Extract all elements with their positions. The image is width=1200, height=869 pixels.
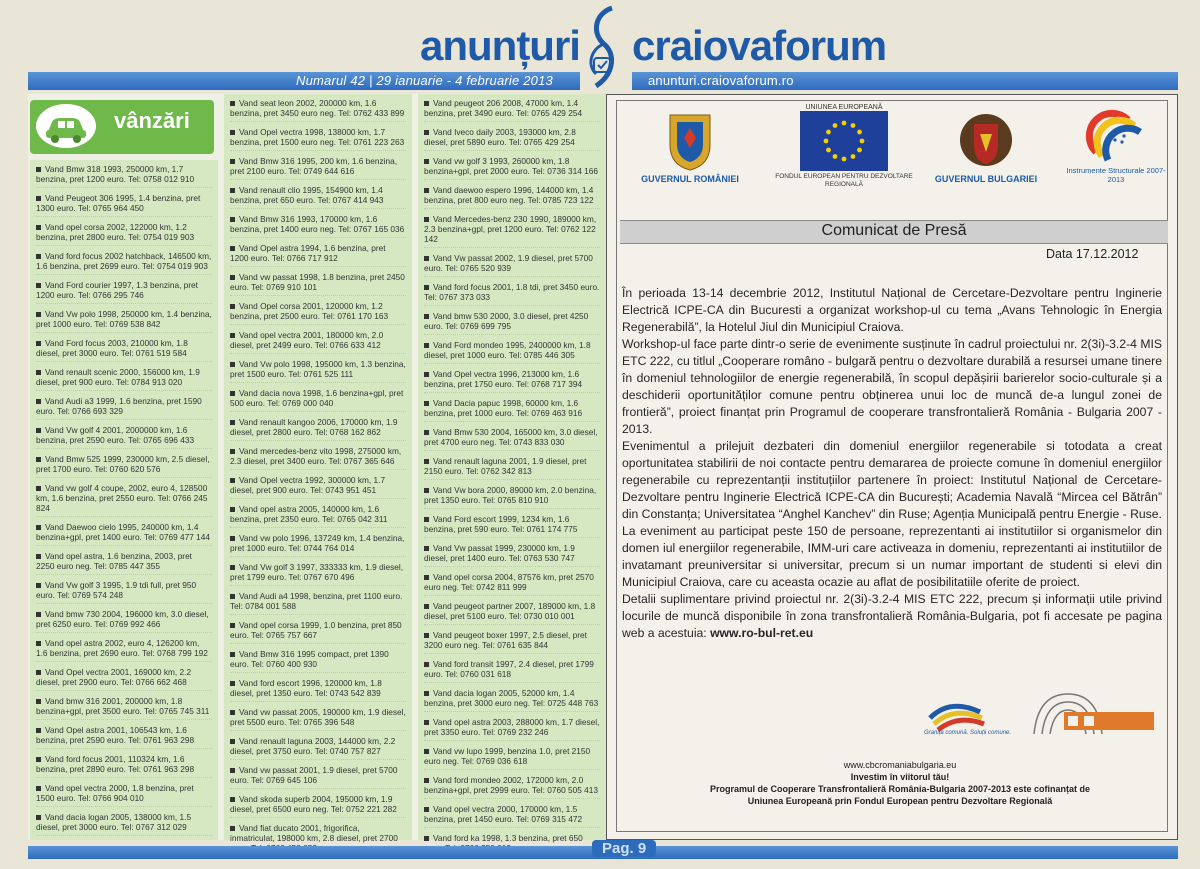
ad-listing (424, 311, 600, 335)
ad-text: Vand Mercedes-benz 230 1990, 189000 km, 2.3 benzina+gpl, pret 1200 euro. Tel: 0762 122 142 (424, 214, 597, 244)
bullet-icon (36, 486, 41, 491)
ad-listing (36, 309, 212, 333)
page-header (0, 0, 1200, 96)
bullet-icon (230, 246, 235, 251)
ad-listing (230, 562, 406, 586)
bullet-icon (424, 807, 429, 812)
bullet-icon (230, 420, 235, 425)
ad-listing (230, 649, 406, 673)
ad-listing (36, 164, 212, 188)
ad-text: Vand dacia nova 1998, 1.6 benzina+gpl, pret 500 euro. Tel: 0769 000 040 (230, 388, 404, 408)
ad-listing (36, 454, 212, 478)
bullet-icon (424, 159, 429, 164)
ad-text: Vand renault scenic 2000, 156000 km, 1.9 diesel, pret 900 euro. Tel: 0784 913 020 (36, 367, 200, 387)
bullet-icon (230, 101, 235, 106)
ad-listing (230, 98, 406, 122)
ad-listing (230, 736, 406, 760)
ad-listing (424, 214, 600, 248)
ad-listing (424, 804, 600, 828)
ad-listing (230, 446, 406, 470)
ad-text: Vand mercedes-benz vito 1998, 275000 km, 2.3 diesel, pret 3400 euro. Tel: 0767 365 646 (230, 446, 402, 466)
ad-text: Vand Opel vectra 1992, 300000 km, 1.7 diesel, pret 900 euro. Tel: 0743 951 451 (230, 475, 386, 495)
ad-text: Vand Daewoo cielo 1995, 240000 km, 1.4 benzina+gpl, pret 1400 euro. Tel: 0769 477 144 (36, 522, 210, 542)
ad-listing (36, 396, 212, 420)
ad-text: Vand Opel vectra 1998, 138000 km, 1.7 benzina, pret 1500 euro neg. Tel: 0761 223 263 (230, 127, 405, 147)
ad-listing (424, 746, 600, 770)
bullet-icon (230, 507, 235, 512)
ad-listing (36, 812, 212, 836)
ad-text: Vand ford focus 2001, 1.8 tdi, pret 3450 euro. Tel: 0767 373 033 (424, 282, 600, 302)
ad-listing (424, 282, 600, 306)
bullet-icon (230, 623, 235, 628)
ad-text: Vand renault kangoo 2006, 170000 km, 1.9 diesel, pret 2800 euro. Tel: 0768 162 862 (230, 417, 398, 437)
ad-listing (424, 398, 600, 422)
bullet-icon (230, 536, 235, 541)
ad-listing (424, 427, 600, 451)
bullet-icon (230, 565, 235, 570)
bullet-icon (424, 459, 429, 464)
ad-listing (36, 638, 212, 662)
ad-text: Vand renault laguna 2001, 1.9 diesel, pret 2150 euro. Tel: 0762 342 813 (424, 456, 587, 476)
ad-text: Vand fiat ducato 2001, frigorifica, inmatriculat, 198000 km, 2.8 diesel, pret 2700 (230, 823, 398, 843)
ad-listing (230, 475, 406, 499)
partner-logo-caption: Granița comună. Soluții comune. (924, 730, 1012, 736)
bulgaria-coat-of-arms-icon (956, 110, 1016, 172)
bullet-icon (424, 749, 429, 754)
ad-text: Vand dacia logan 2005, 52000 km, 1.4 benzina, pret 3000 euro neg. Tel: 0725 448 763 (424, 688, 599, 708)
bullet-icon (424, 256, 429, 261)
brand-craiovaforum: craiovaforum (632, 22, 887, 69)
ad-text: Vand vw golf 3 1993, 260000 km, 1.8 benzina+gpl, pret 2000 euro. Tel: 0736 314 166 (424, 156, 598, 176)
bullet-icon (36, 457, 41, 462)
ad-listing (36, 754, 212, 778)
ad-listing (230, 330, 406, 354)
ad-listing (36, 338, 212, 362)
bullet-icon (424, 314, 429, 319)
ad-listing (230, 707, 406, 731)
bullet-icon (36, 167, 41, 172)
ad-text: Vand Audi a3 1999, 1.6 benzina, pret 1590 euro. Tel: 0766 693 329 (36, 396, 202, 416)
ads-column-3 (418, 94, 606, 843)
ad-listing (424, 514, 600, 538)
romania-coat-of-arms-icon (665, 110, 715, 172)
ad-listing (36, 696, 212, 720)
brand-anunturi: anunțuri (420, 22, 580, 69)
ad-text: Vand ford mondeo 2002, 172000 km, 2.0 benzina+gpl, pret 2999 euro. Tel: 0760 505 413 (424, 775, 598, 795)
bullet-icon (424, 720, 429, 725)
ad-text: Vand Vw golf 4 2001, 2000000 km, 1.6 benzina, pret 2590 euro. Tel: 0765 696 433 (36, 425, 195, 445)
ad-text: Vand Bmw 316 1995 compact, pret 1390 euro. Tel: 0760 400 930 (230, 649, 389, 669)
bullet-icon (424, 101, 429, 106)
bullet-icon (424, 401, 429, 406)
bullet-icon (36, 312, 41, 317)
partner-logos (920, 688, 1160, 742)
bullet-icon (36, 399, 41, 404)
ad-listing (230, 272, 406, 296)
ad-text: Vand opel corsa 2004, 87576 km, pret 2570 euro neg. Tel: 0742 811 999 (424, 572, 594, 592)
ad-text: Vand daewoo espero 1996, 144000 km, 1.4 benzina, pret 800 euro neg. Tel: 0785 723 122 (424, 185, 594, 205)
ad-text: Vand renault clio 1995, 154900 km, 1.4 benzina, pret 650 euro. Tel: 0767 414 943 (230, 185, 384, 205)
ad-text: Vand Ford mondeo 1995, 2400000 km, 1.8 diesel, pret 1000 euro. Tel: 0785 446 305 (424, 340, 591, 360)
ad-text: Vand ford ka 1998, 1.3 benzina, pret 650 (433, 833, 583, 843)
bullet-icon (230, 362, 235, 367)
bullet-icon (230, 594, 235, 599)
ad-text: Vand Vw golf 3 1997, 333333 km, 1.9 diesel, pret 1799 euro. Tel: 0767 670 496 (230, 562, 404, 582)
bullet-icon (424, 188, 429, 193)
ad-listing (230, 620, 406, 644)
ad-text: Vand Dacia papuc 1998, 60000 km, 1.6 benzina, pret 1000 euro. Tel: 0769 463 916 (424, 398, 583, 418)
instr-caption: Instrumente Structurale 2007-2013 (1066, 166, 1166, 184)
ad-listing (424, 185, 600, 209)
ad-text: Vand bmw 730 2004, 196000 km, 3.0 diesel, pret 6250 euro. Tel: 0769 992 466 (36, 609, 209, 629)
ad-listing (230, 765, 406, 789)
ad-text: Vand dacia logan 2005, 138000 km, 1.5 diesel, pret 3000 euro. Tel: 0767 312 029 (36, 812, 192, 832)
ad-text: Vand Vw bora 2000, 89000 km, 2.0 benzina, pret 1350 euro. Tel: 0765 810 910 (424, 485, 597, 505)
ad-text: Vand Bmw 316 1995, 200 km, 1.6 benzina, pret 2100 euro. Tel: 0749 644 616 (230, 156, 398, 176)
ad-text: Vand seat leon 2002, 200000 km, 1.6 benzina, pret 3450 euro neg. Tel: 0762 433 899 (230, 98, 405, 118)
gov-ro-caption: GUVERNUL ROMÂNIEI (641, 174, 739, 184)
ad-text: Vand Opel astra 2001, 106543 km, 1.6 benzina, pret 2590 euro. Tel: 0761 963 298 (36, 725, 195, 745)
ad-text: Vand Bmw 318 1993, 250000 km, 1.7 benzina, pret 1200 euro. Tel: 0758 012 910 (36, 164, 195, 184)
bullet-icon (36, 641, 41, 646)
ad-text: Vand Bmw 525 1999, 230000 km, 2.5 diesel, pret 1700 euro. Tel: 0760 620 576 (36, 454, 210, 474)
ad-listing (36, 222, 212, 246)
ad-listing (424, 369, 600, 393)
ad-text: Vand Opel astra 1994, 1.6 benzina, pret 1200 euro. Tel: 0766 717 912 (230, 243, 386, 263)
eu-logo (774, 104, 914, 189)
press-body (622, 285, 1162, 642)
project-url-link[interactable]: www.ro-bul-ret.eu (710, 626, 814, 640)
ad-listing (424, 127, 600, 151)
sponsor-logos (630, 104, 1170, 214)
ad-text: Vand Vw passat 1999, 230000 km, 1.9 diesel, pret 1400 euro. Tel: 0763 530 747 (424, 543, 575, 563)
ad-text: Vand Vw polo 1998, 195000 km, 1.3 benzina, pret 1500 euro. Tel: 0761 525 111 (230, 359, 406, 379)
ad-text: Vand peugeot partner 2007, 189000 km, 1.8 diesel, pret 5100 euro. Tel: 0730 010 001 (424, 601, 596, 621)
bullet-icon (230, 826, 235, 831)
ads-column-1 (30, 160, 218, 840)
ad-listing (36, 367, 212, 391)
bullet-icon (424, 662, 429, 667)
ad-text: Vand Audi a4 1998, benzina, pret 1100 euro. Tel: 0784 001 588 (230, 591, 403, 611)
bullet-icon (230, 768, 235, 773)
bullet-icon (36, 699, 41, 704)
bullet-icon (36, 370, 41, 375)
bullet-icon (230, 710, 235, 715)
ad-text: Vand ford focus 2002 hatchback, 146500 km, 1.6 benzina, pret 2699 euro. Tel: 0754 019 903 (36, 251, 212, 271)
ad-listing (424, 156, 600, 180)
structural-instruments-icon (1088, 112, 1144, 164)
ad-listing (36, 609, 212, 633)
ad-listing (36, 725, 212, 749)
ad-listing (36, 193, 212, 217)
ad-text: Vand vw passat 2005, 190000 km, 1.9 diesel, pret 5500 euro. Tel: 0765 396 548 (230, 707, 406, 727)
bullet-icon (230, 217, 235, 222)
ad-listing (424, 543, 600, 567)
ad-listing (424, 717, 600, 741)
ad-text: Vand opel corsa 1999, 1.0 benzina, pret 850 euro. Tel: 0765 757 667 (230, 620, 402, 640)
ad-text: Vand Iveco daily 2003, 193000 km, 2.8 diesel, pret 5890 euro. Tel: 0765 429 254 (424, 127, 576, 147)
issue-info: Numarul 42 | 29 ianuarie - 4 februarie 2013 (296, 73, 553, 88)
ad-text: Vand Vw golf 3 1995, 1.9 tdi full, pret 950 euro. Tel: 0769 574 248 (36, 580, 197, 600)
bullet-icon (36, 341, 41, 346)
ad-text: Vand renault laguna 2003, 144000 km, 2.2 diesel, pret 3750 euro. Tel: 0740 757 827 (230, 736, 396, 756)
bullet-icon (230, 739, 235, 744)
ads-column-2 (224, 94, 412, 843)
bullet-icon (424, 285, 429, 290)
ad-listing (424, 485, 600, 509)
program-tagline: Investim în viitorul tău! (850, 772, 950, 782)
ad-text: Vand Opel corsa 2001, 120000 km, 1.2 benzina, pret 2500 euro. Tel: 0761 170 163 (230, 301, 389, 321)
gov-bg-logo (926, 110, 1046, 184)
bullet-icon (230, 159, 235, 164)
press-paragraph-5 (622, 591, 1162, 642)
eu-caption-bottom: FONDUL EUROPEAN PENTRU DEZVOLTARE REGIONALĂ (775, 173, 913, 188)
bullet-icon (36, 554, 41, 559)
ad-listing (424, 340, 600, 364)
icpe-ca-logo-icon (1028, 688, 1158, 738)
ad-text: Vand vw passat 2001, 1.9 diesel, pret 5700 euro. Tel: 0769 645 106 (230, 765, 398, 785)
ad-listing (230, 214, 406, 238)
ad-text: Vand peugeot 206 2008, 47000 km, 1.4 benzina, pret 3490 euro. Tel: 0765 429 254 (424, 98, 583, 118)
ad-text: Vand opel vectra 2000, 170000 km, 1.5 benzina, pret 1450 euro. Tel: 0769 315 472 (424, 804, 583, 824)
bullet-icon (36, 757, 41, 762)
ad-listing (424, 688, 600, 712)
ad-text: Vand ford transit 1997, 2.4 diesel, pret 1799 euro. Tel: 0760 031 618 (424, 659, 594, 679)
bullet-icon (230, 130, 235, 135)
ad-text: Vand opel astra 2002, euro 4, 126200 km, 1.6 benzina, pret 2690 euro. Tel: 0768 799 192 (36, 638, 208, 658)
bullet-icon (36, 283, 41, 288)
car-icon (36, 104, 96, 148)
ad-listing (230, 504, 406, 528)
bullet-icon (36, 670, 41, 675)
ad-listing (230, 388, 406, 412)
bullet-icon (36, 786, 41, 791)
bullet-icon (424, 372, 429, 377)
ad-text: Vand vw lupo 1999, benzina 1.0, pret 2150 euro neg. Tel: 0769 036 618 (424, 746, 591, 766)
bullet-icon (36, 612, 41, 617)
bullet-icon (424, 130, 429, 135)
ad-text: Vand opel astra, 1.6 benzina, 2003, pret 2250 euro neg. Tel: 0785 447 355 (36, 551, 192, 571)
ad-listing (230, 127, 406, 151)
ad-text: Vand opel corsa 2002, 122000 km, 1.2 benzina, pret 2800 euro. Tel: 0754 019 903 (36, 222, 195, 242)
bullet-icon (36, 583, 41, 588)
bullet-icon (36, 428, 41, 433)
ad-text: Vand vw polo 1996, 137249 km, 1.4 benzina, pret 1000 euro. Tel: 0744 764 014 (230, 533, 405, 553)
press-paragraph-3: Evenimentul a prilejuit dezbateri din domeniul energiilor regenerabile si totodata a creat oportunitatea stabilirii de noi contacte pentru demararea de proiecte comune în domeniul energiilor regenerabile cu reprezentanții instituțiilor partenere în proiect: Institutul Național de Cercetare-Dezvoltare pentru Inginerie Electrică ICPE-CA din București; Academia Navală “Mircea cel Bătrân” din Constanța; Universitatea “Anghel Kanchev” din Ruse; Agenția Municipală pentru Energie - Ruse. (622, 439, 1162, 521)
ad-listing (36, 580, 212, 604)
bullet-icon (424, 778, 429, 783)
bullet-icon (230, 797, 235, 802)
craiovaforum-logo-icon (574, 4, 632, 92)
bullet-icon (230, 391, 235, 396)
ad-listing (424, 601, 600, 625)
press-paragraph-1: În perioada 13-14 decembrie 2012, Institutul Național de Cercetare-Dezvoltare pentru Inginerie Electrică ICPE-CA din Bucuresti a organizat workshop-ul cu tema „Avans Tehnologic în Energia Regenerabilă”, la Hotelul Jiul din Municipiul Craiova. (622, 286, 1162, 334)
ad-text: Vand opel vectra 2000, 1.8 benzina, pret 1500 euro. Tel: 0766 904 010 (36, 783, 194, 803)
bullet-icon (36, 728, 41, 733)
funding-note (640, 759, 1160, 807)
bullet-icon (230, 304, 235, 309)
ad-listing (230, 185, 406, 209)
ad-text: Vand opel astra 2003, 288000 km, 1.7 diesel, pret 3350 euro. Tel: 0769 232 246 (424, 717, 600, 737)
ad-text: Vand Bmw 530 2004, 165000 km, 3.0 diesel, pret 4700 euro neg. Tel: 0743 833 030 (424, 427, 598, 447)
press-paragraph-2: Workshop-ul face parte dintr-o serie de evenimente susținute în cadrul proiectului nr. 2(3i)-3.2-4 MIS ETC 222, cu titlul „Cooperare româno - bulgară pentru o dezvoltare durabilă a resursei umane tinere în domeniul tehnologiilor de energie regenerabilă, în scopul depășirii barierelor socio-culturale și a deschiderii oportunităților comune pentru obținerea unui loc de muncă de-a lungul zonei de frontieră”, proiect finanțat prin Programul de cooperare transfrontalieră România - Bulgaria 2007 - 2013. (622, 337, 1162, 436)
bullet-icon (424, 836, 429, 841)
ad-listing (230, 156, 406, 180)
ad-listing (36, 280, 212, 304)
ad-text: Vand Ford focus 2003, 210000 km, 1.8 diesel, pret 3000 euro. Tel: 0761 519 584 (36, 338, 188, 358)
eu-caption-top: UNIUNEA EUROPEANĂ (805, 104, 883, 111)
bullet-icon (424, 217, 429, 222)
bullet-icon (230, 188, 235, 193)
funding-line-2: Uniunea Europeană prin Fondul European pentru Dezvoltare Regională (747, 796, 1053, 806)
ad-listing (230, 243, 406, 267)
eu-flag-icon (800, 111, 888, 171)
ad-listing (36, 251, 212, 275)
bullet-icon (36, 815, 41, 820)
ad-listing (36, 783, 212, 807)
press-date: Data 17.12.2012 (1046, 247, 1139, 261)
ad-text: Vand Peugeot 306 1995, 1.4 benzina, pret 1300 euro. Tel: 0765 964 450 (36, 193, 201, 213)
bullet-icon (424, 343, 429, 348)
ad-text: Vand opel vectra 2001, 180000 km, 2.0 diesel, pret 2499 euro. Tel: 0766 633 412 (230, 330, 384, 350)
ad-text: Vand vw passat 1998, 1.8 benzina, pret 2450 euro. Tel: 0769 910 101 (230, 272, 405, 292)
ad-text: Vand vw golf 4 coupe, 2002, euro 4, 128500 km, 1.6 benzina, pret 2550 euro. Tel: 0766 245 824 (36, 483, 208, 513)
bullet-icon (36, 196, 41, 201)
gov-ro-logo (630, 110, 750, 184)
press-title: Comunicat de Presă (821, 222, 967, 239)
bullet-icon (424, 430, 429, 435)
bullet-icon (230, 681, 235, 686)
ad-text: Vand Opel vectra 1996, 213000 km, 1.6 benzina, pret 1750 euro. Tel: 0768 717 394 (424, 369, 583, 389)
ad-text: Vand bmw 530 2000, 3.0 diesel, pret 4250 euro. Tel: 0769 699 795 (424, 311, 589, 331)
ad-text: Vand Ford courier 1997, 1.3 benzina, pret 1200 euro. Tel: 0766 295 746 (36, 280, 198, 300)
ad-text: Vand bmw 316 2001, 200000 km, 1.8 benzina+gpl, pret 3500 euro. Tel: 0765 745 311 (36, 696, 210, 716)
bullet-icon (424, 517, 429, 522)
bullet-icon (36, 525, 41, 530)
ad-listing (230, 533, 406, 557)
gov-bg-caption: GUVERNUL BULGARIEI (934, 174, 1038, 184)
ad-listing (424, 456, 600, 480)
ad-listing (36, 425, 212, 449)
bullet-icon (424, 488, 429, 493)
ad-text: Vand ford escort 1996, 120000 km, 1.8 diesel, pret 1350 euro. Tel: 0743 542 839 (230, 678, 382, 698)
bullet-icon (36, 225, 41, 230)
bullet-icon (230, 449, 235, 454)
bullet-icon (230, 275, 235, 280)
bullet-icon (424, 546, 429, 551)
ad-listing (424, 630, 600, 654)
ad-text: Vand Vw passat 2002, 1.9 diesel, pret 5700 euro. Tel: 0765 520 939 (424, 253, 593, 273)
car-badge (36, 104, 96, 148)
ad-listing (230, 359, 406, 383)
ad-listing (36, 551, 212, 575)
instr-logo (1062, 112, 1170, 184)
ad-text: Vand ford focus 2001, 110324 km, 1.6 benzina, pret 2890 euro. Tel: 0761 963 298 (36, 754, 195, 774)
ad-text: Vand skoda superb 2004, 195000 km, 1.9 diesel, pret 6500 euro neg. Tel: 0752 221 282 (230, 794, 397, 814)
ad-listing (424, 253, 600, 277)
bullet-icon (230, 652, 235, 657)
ad-listing (424, 572, 600, 596)
ad-listing (230, 417, 406, 441)
ad-text: Vand opel astra 2005, 140000 km, 1.6 benzina, pret 2350 euro. Tel: 0765 042 311 (230, 504, 388, 524)
ad-listing (36, 522, 212, 546)
ad-listing (230, 678, 406, 702)
ad-listing (36, 483, 212, 517)
press-paragraph-5-text: Detalii suplimentare privind proiectul nr. 2(3i)-3.2-4 MIS ETC 222, precum și informații utile privind locurile de muncă disponibile în zona transfrontalieră România-Bulgaria, pot fi accesate pe pagina web a acestuia: (622, 592, 1162, 640)
program-url[interactable]: www.cbcromaniabulgaria.eu (843, 760, 957, 770)
bullet-icon (424, 633, 429, 638)
ad-listing (424, 775, 600, 799)
ad-listing (424, 98, 600, 122)
press-paragraph-4: La eveniment au participat peste 150 de persoane, reprezentanti ai institutiilor si organismelor din domen iul energiilor regenerabile, IMM-uri care activeaza in domeniu, reprezentanti ai institutiilor de invatamant preuniversitar si universitar, precum si un numar important de studenti si elevi din Municipiul Craiova, care cu aceasta ocazie au aflat de posibilitatiile oferite de proiect. (622, 524, 1162, 589)
ad-listing (36, 667, 212, 691)
bullet-icon (424, 691, 429, 696)
ad-text: Vand peugeot boxer 1997, 2.5 diesel, pret 3200 euro neg. Tel: 0761 635 844 (424, 630, 587, 650)
ad-text: Vand Vw polo 1998, 250000 km, 1.4 benzina, pret 1000 euro. Tel: 0769 538 842 (36, 309, 212, 329)
ad-text: Vand Opel vectra 2001, 169000 km, 2.2 diesel, pret 2900 euro. Tel: 0766 662 468 (36, 667, 192, 687)
section-title: vânzări (114, 108, 190, 133)
funding-line-1: Programul de Cooperare Transfrontalieră România-Bulgaria 2007-2013 este cofinanțat de (709, 784, 1091, 794)
ad-text: Vand Bmw 316 1993, 170000 km, 1.6 benzina, pret 1400 euro neg. Tel: 0767 165 036 (230, 214, 405, 234)
ad-listing (230, 794, 406, 818)
bullet-icon (230, 478, 235, 483)
ad-listing (424, 659, 600, 683)
bullet-icon (424, 575, 429, 580)
bullet-icon (424, 604, 429, 609)
bullet-icon (36, 254, 41, 259)
ad-listing (230, 591, 406, 615)
ad-text: Vand Ford escort 1999, 1234 km, 1.6 benzina, pret 590 euro. Tel: 0761 174 775 (424, 514, 578, 534)
bullet-icon (230, 333, 235, 338)
ad-listing (230, 301, 406, 325)
page-number: Pag. 9 (592, 840, 656, 857)
site-url[interactable]: anunturi.craiovaforum.ro (648, 73, 794, 88)
